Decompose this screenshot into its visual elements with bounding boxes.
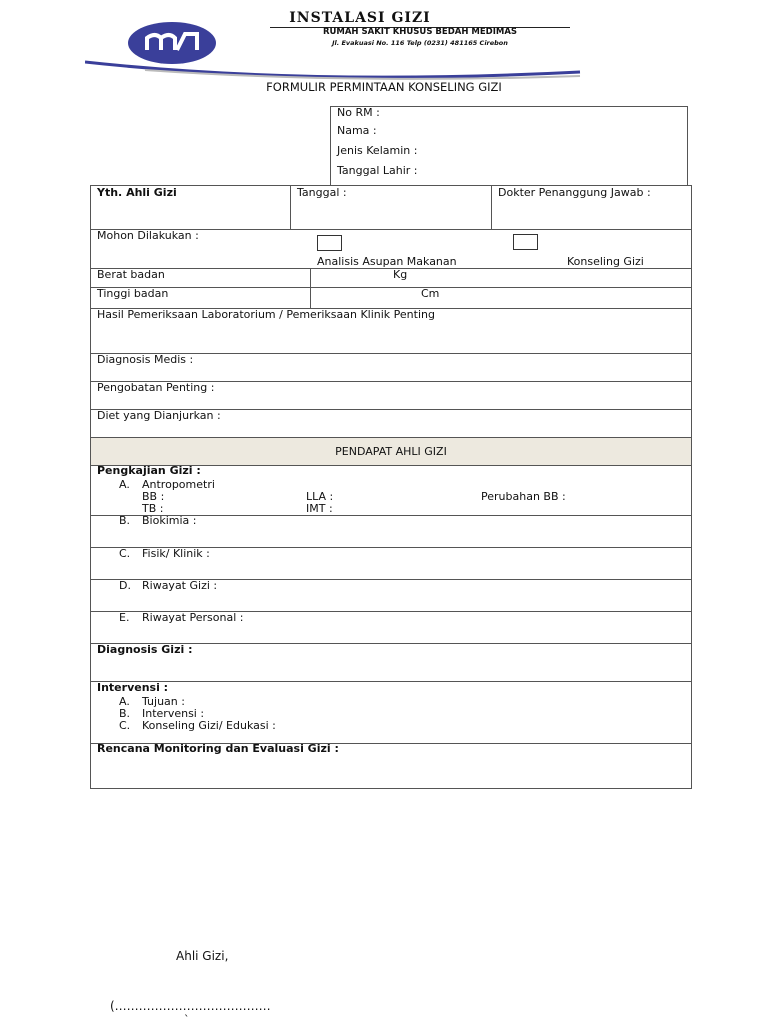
berat-label: Berat badan: [97, 268, 165, 281]
form-title: FORMULIR PERMINTAAN KONSELING GIZI: [266, 80, 502, 94]
list-letter: C.: [119, 547, 131, 560]
dokter-label: Dokter Penanggung Jawab :: [498, 186, 651, 199]
list-letter: A.: [119, 478, 130, 491]
list-letter: D.: [119, 579, 131, 592]
list-letter: E.: [119, 611, 130, 624]
letterhead-hospital: RUMAH SAKIT KHUSUS BEDAH MEDIMAS: [322, 27, 518, 37]
tanggal-lahir-label: Tanggal Lahir :: [337, 164, 418, 177]
row-divider: [90, 287, 692, 288]
konseling-checkbox[interactable]: [513, 234, 538, 250]
row-divider: [90, 681, 692, 682]
perubahan-bb-label: Perubahan BB :: [481, 490, 566, 503]
tinggi-label: Tinggi badan: [97, 287, 169, 300]
col-divider: [310, 268, 311, 308]
analisis-checkbox[interactable]: [317, 235, 342, 251]
monitoring-label: Rencana Monitoring dan Evaluasi Gizi :: [97, 742, 339, 755]
riwayat-gizi-label: Riwayat Gizi :: [142, 579, 218, 592]
opinion-header-label: PENDAPAT AHLI GIZI: [335, 445, 447, 458]
intervensi-title: Intervensi :: [97, 681, 169, 694]
request-label: Mohon Dilakukan :: [97, 229, 199, 242]
list-letter: B.: [119, 514, 131, 527]
signature-line: (…………………………………: [110, 999, 271, 1013]
row-divider: [90, 268, 692, 269]
letterhead: [85, 8, 585, 80]
letterhead-swoosh: [85, 48, 585, 80]
imt-label: IMT :: [306, 502, 333, 515]
signature-mark: `: [184, 1013, 190, 1026]
pengobatan-label: Pengobatan Penting :: [97, 381, 215, 394]
list-letter: B.: [119, 707, 131, 720]
diagnosis-medis-label: Diagnosis Medis :: [97, 353, 194, 366]
letterhead-title: INSTALASI GIZI: [289, 10, 431, 26]
tb-label: TB :: [142, 502, 164, 515]
analisis-label: Analisis Asupan Makanan: [317, 255, 457, 268]
antropometri-label: Antropometri: [142, 478, 215, 491]
bb-label: BB :: [142, 490, 165, 503]
list-letter: A.: [119, 695, 130, 708]
tanggal-label: Tanggal :: [297, 186, 347, 199]
col-divider: [491, 185, 492, 229]
intervensi-label: Intervensi :: [142, 707, 205, 720]
berat-unit: Kg: [393, 268, 408, 281]
letterhead-address: Jl. Evakuasi No. 116 Telp (0231) 481165 Cirebon: [332, 39, 508, 47]
diet-label: Diet yang Dianjurkan :: [97, 409, 221, 422]
assessment-title: Pengkajian Gizi :: [97, 464, 201, 477]
lab-label: Hasil Pemeriksaan Laboratorium / Pemeriksaan Klinik Penting: [97, 308, 435, 321]
konseling-label: Konseling Gizi: [567, 255, 644, 268]
nama-label: Nama :: [337, 124, 377, 137]
tinggi-unit: Cm: [421, 287, 440, 300]
biokimia-label: Biokimia :: [142, 514, 197, 527]
tujuan-label: Tujuan :: [142, 695, 185, 708]
diagnosis-gizi-label: Diagnosis Gizi :: [97, 643, 193, 656]
yth-label: Yth. Ahli Gizi: [97, 186, 177, 199]
riwayat-personal-label: Riwayat Personal :: [142, 611, 244, 624]
lla-label: LLA :: [306, 490, 334, 503]
col-divider: [290, 185, 291, 229]
signature-role: Ahli Gizi,: [176, 949, 229, 963]
jenis-kelamin-label: Jenis Kelamin :: [337, 144, 418, 157]
konseling-edukasi-label: Konseling Gizi/ Edukasi :: [142, 719, 276, 732]
no-rm-label: No RM :: [337, 106, 380, 119]
list-letter: C.: [119, 719, 131, 732]
fisik-klinik-label: Fisik/ Klinik :: [142, 547, 210, 560]
